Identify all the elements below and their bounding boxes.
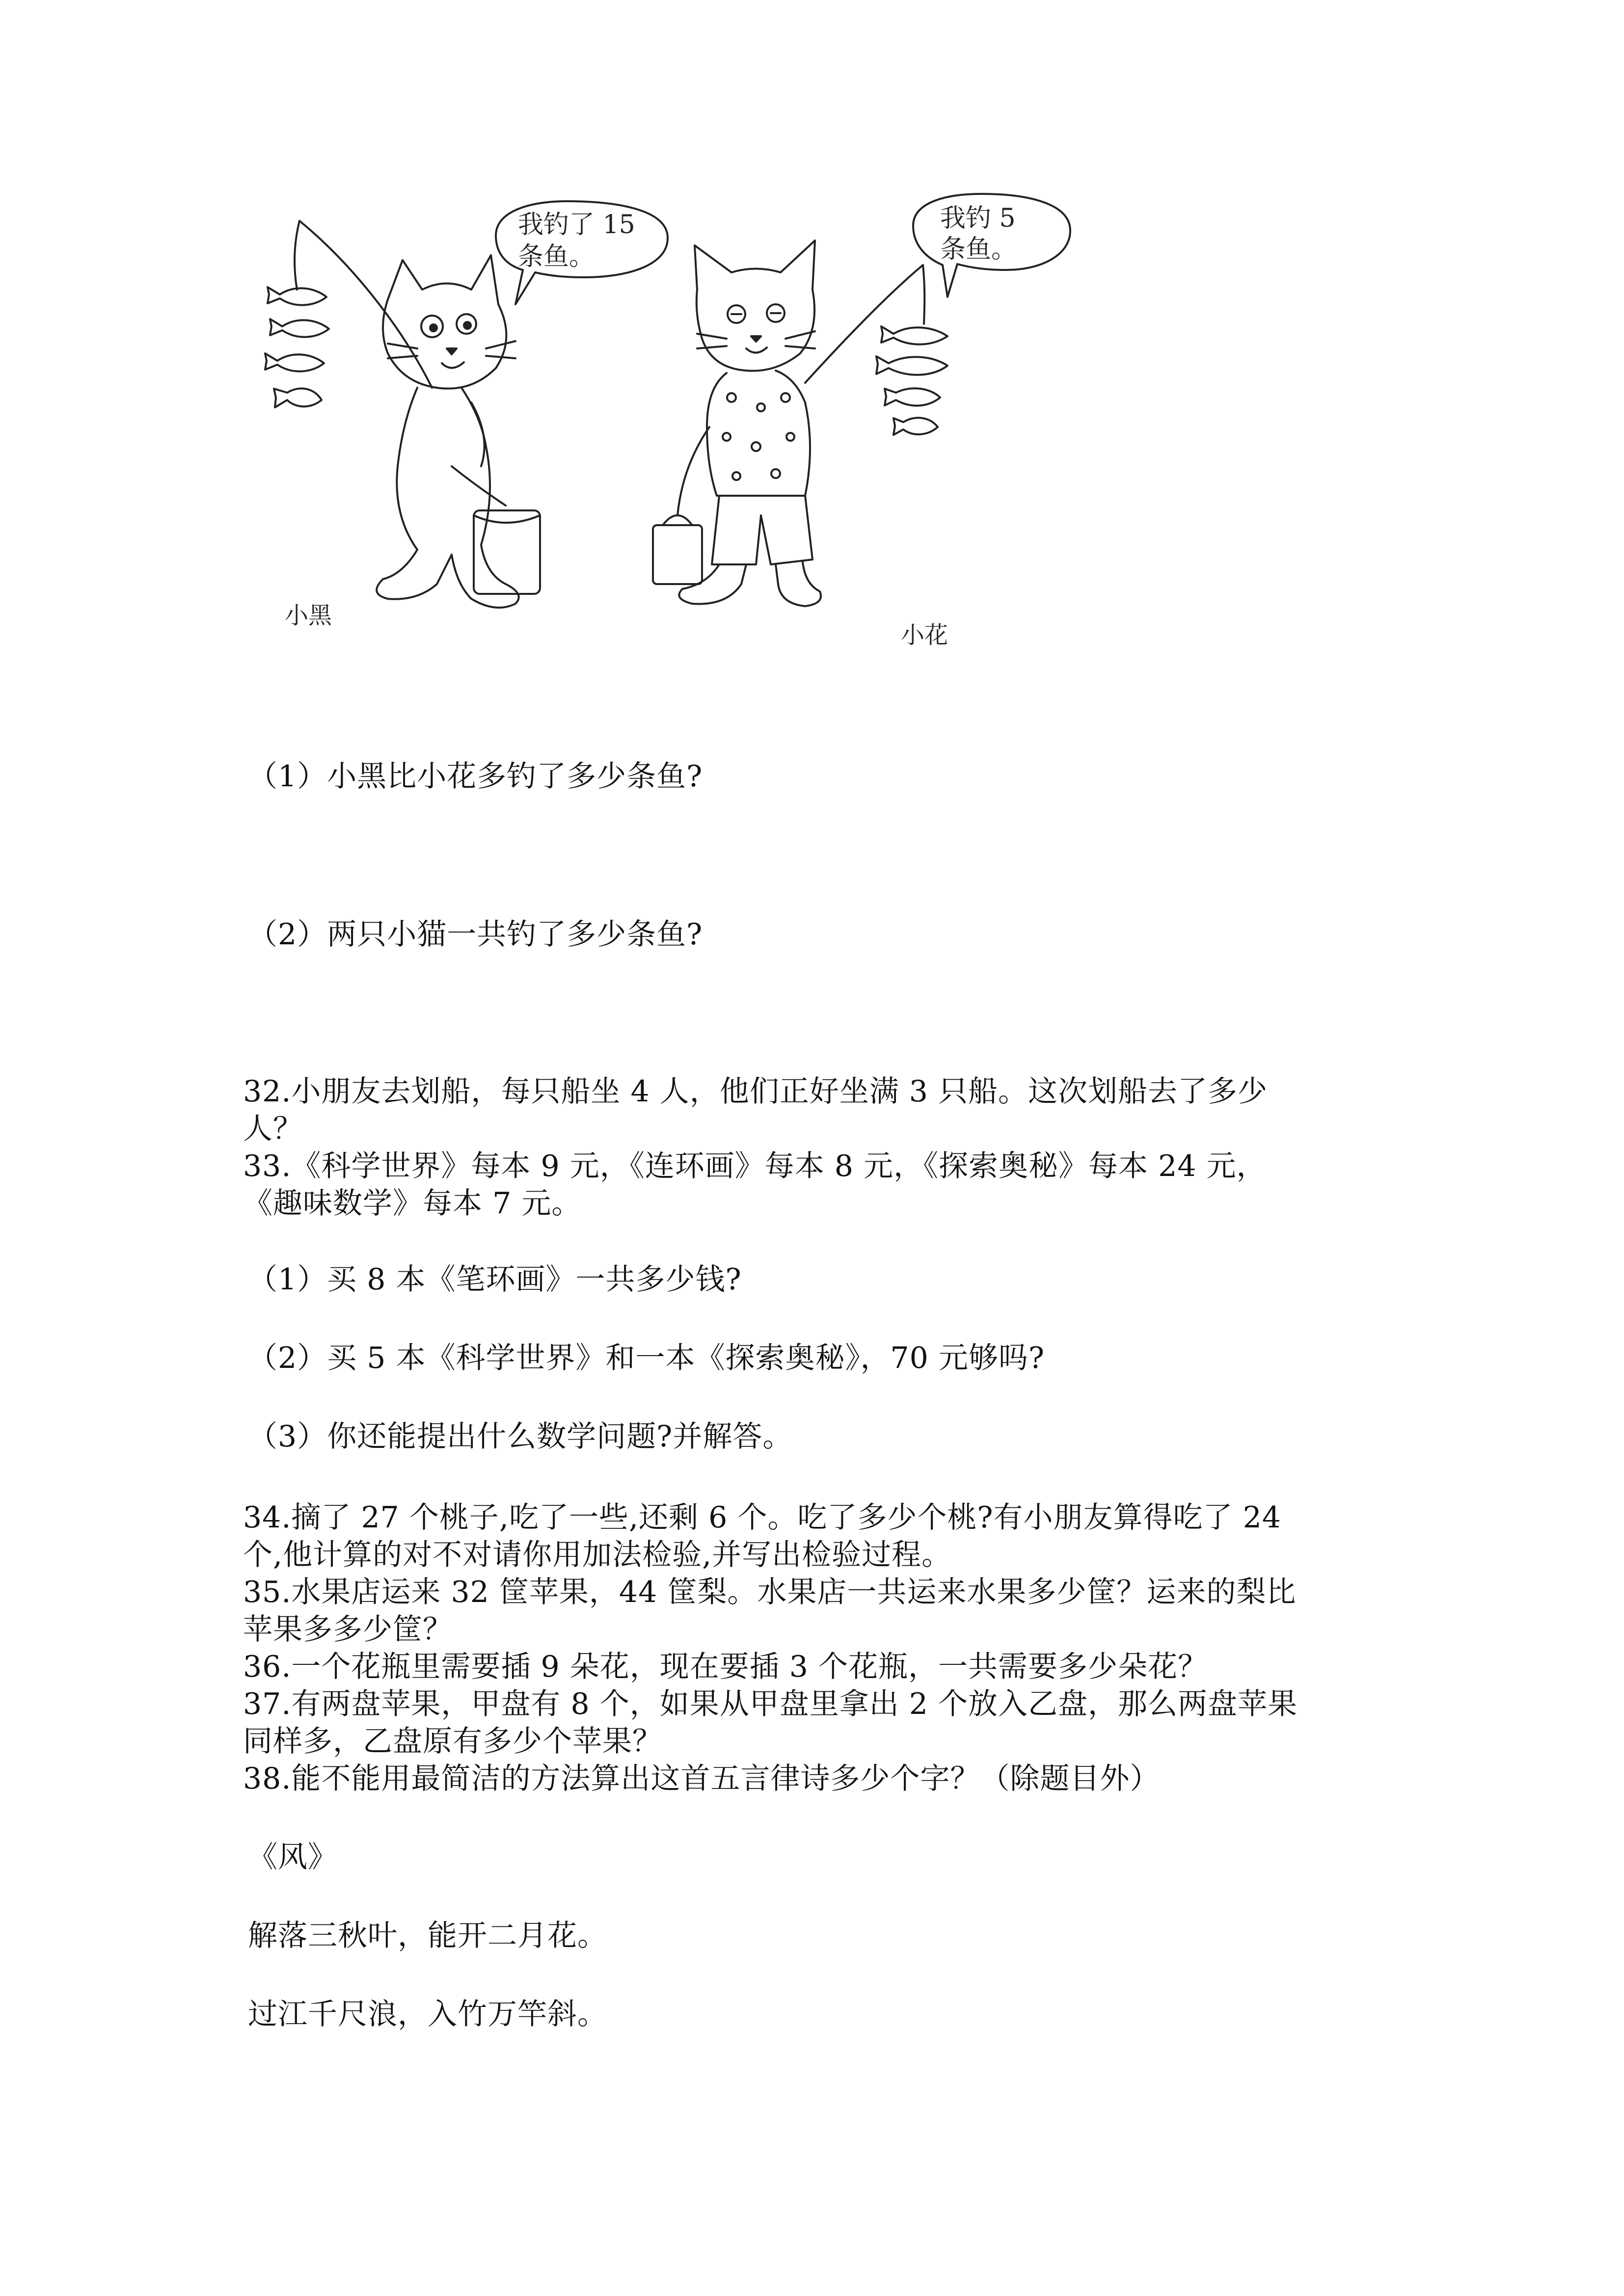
question-38: 38.能不能用最简洁的方法算出这首五言律诗多少个字？（除题目外） [243, 1762, 1160, 1796]
question-34-line-1: 34.摘了 27 个桃子,吃了一些,还剩 6 个。吃了多少个桃?有小朋友算得吃了 24 [243, 1500, 1281, 1535]
poem-line-1: 解落三秋叶，能开二月花。 [248, 1919, 607, 1953]
question-31-part-1: （1）小黑比小花多钓了多少条鱼? [248, 759, 703, 794]
question-33-line-1: 33.《科学世界》每本 9 元，《连环画》每本 8 元，《探索奥秘》每本 24 元， [243, 1149, 1267, 1183]
question-32-line-2: 人？ [243, 1112, 303, 1146]
fishing-cats-illustration [241, 191, 1085, 663]
poem-title: 《风》 [248, 1840, 338, 1874]
xiaohei-label: 小黑 [285, 602, 332, 629]
xiaohua-cat [653, 240, 821, 606]
question-36: 36.一个花瓶里需要插 9 朵花，现在要插 3 个花瓶，一共需要多少朵花？ [243, 1650, 1208, 1684]
question-37-line-2: 同样多，乙盘原有多少个苹果？ [243, 1724, 662, 1759]
left-fish-icon [265, 287, 329, 407]
poem-line-2: 过江千尺浪，入竹万竿斜。 [248, 1997, 607, 2031]
right-fish-icon [876, 326, 947, 435]
question-33-part-3: （3）你还能提出什么数学问题?并解答。 [248, 1419, 793, 1454]
question-35-line-1: 35.水果店运来 32 筐苹果，44 筐梨。水果店一共运来水果多少筐？运来的梨比 [243, 1575, 1297, 1609]
left-bubble-line2: 条鱼。 [518, 242, 595, 271]
xiaohua-label: 小花 [901, 621, 948, 649]
right-bubble-line1: 我钓 5 [940, 204, 1016, 233]
question-31-part-2: （2）两只小猫一共钓了多少条鱼? [248, 917, 703, 952]
right-bubble-line2: 条鱼。 [940, 235, 1017, 264]
left-bubble-line1: 我钓了 15 [518, 210, 635, 240]
question-34-line-2: 个,他计算的对不对请你用加法检验,并写出检验过程。 [243, 1538, 952, 1572]
question-33-part-1: （1）买 8 本《笔环画》一共多少钱? [248, 1262, 742, 1297]
xiaohei-cat [377, 255, 540, 608]
question-33-line-2: 《趣味数学》每本 7 元。 [243, 1186, 582, 1221]
question-32-line-1: 32.小朋友去划船，每只船坐 4 人，他们正好坐满 3 只船。这次划船去了多少 [243, 1074, 1268, 1109]
question-33-part-2: （2）买 5 本《科学世界》和一本《探索奥秘》，70 元够吗? [248, 1341, 1045, 1375]
question-35-line-2: 苹果多多少筐？ [243, 1612, 453, 1647]
question-37-line-1: 37.有两盘苹果，甲盘有 8 个，如果从甲盘里拿出 2 个放入乙盘，那么两盘苹果 [243, 1687, 1298, 1721]
